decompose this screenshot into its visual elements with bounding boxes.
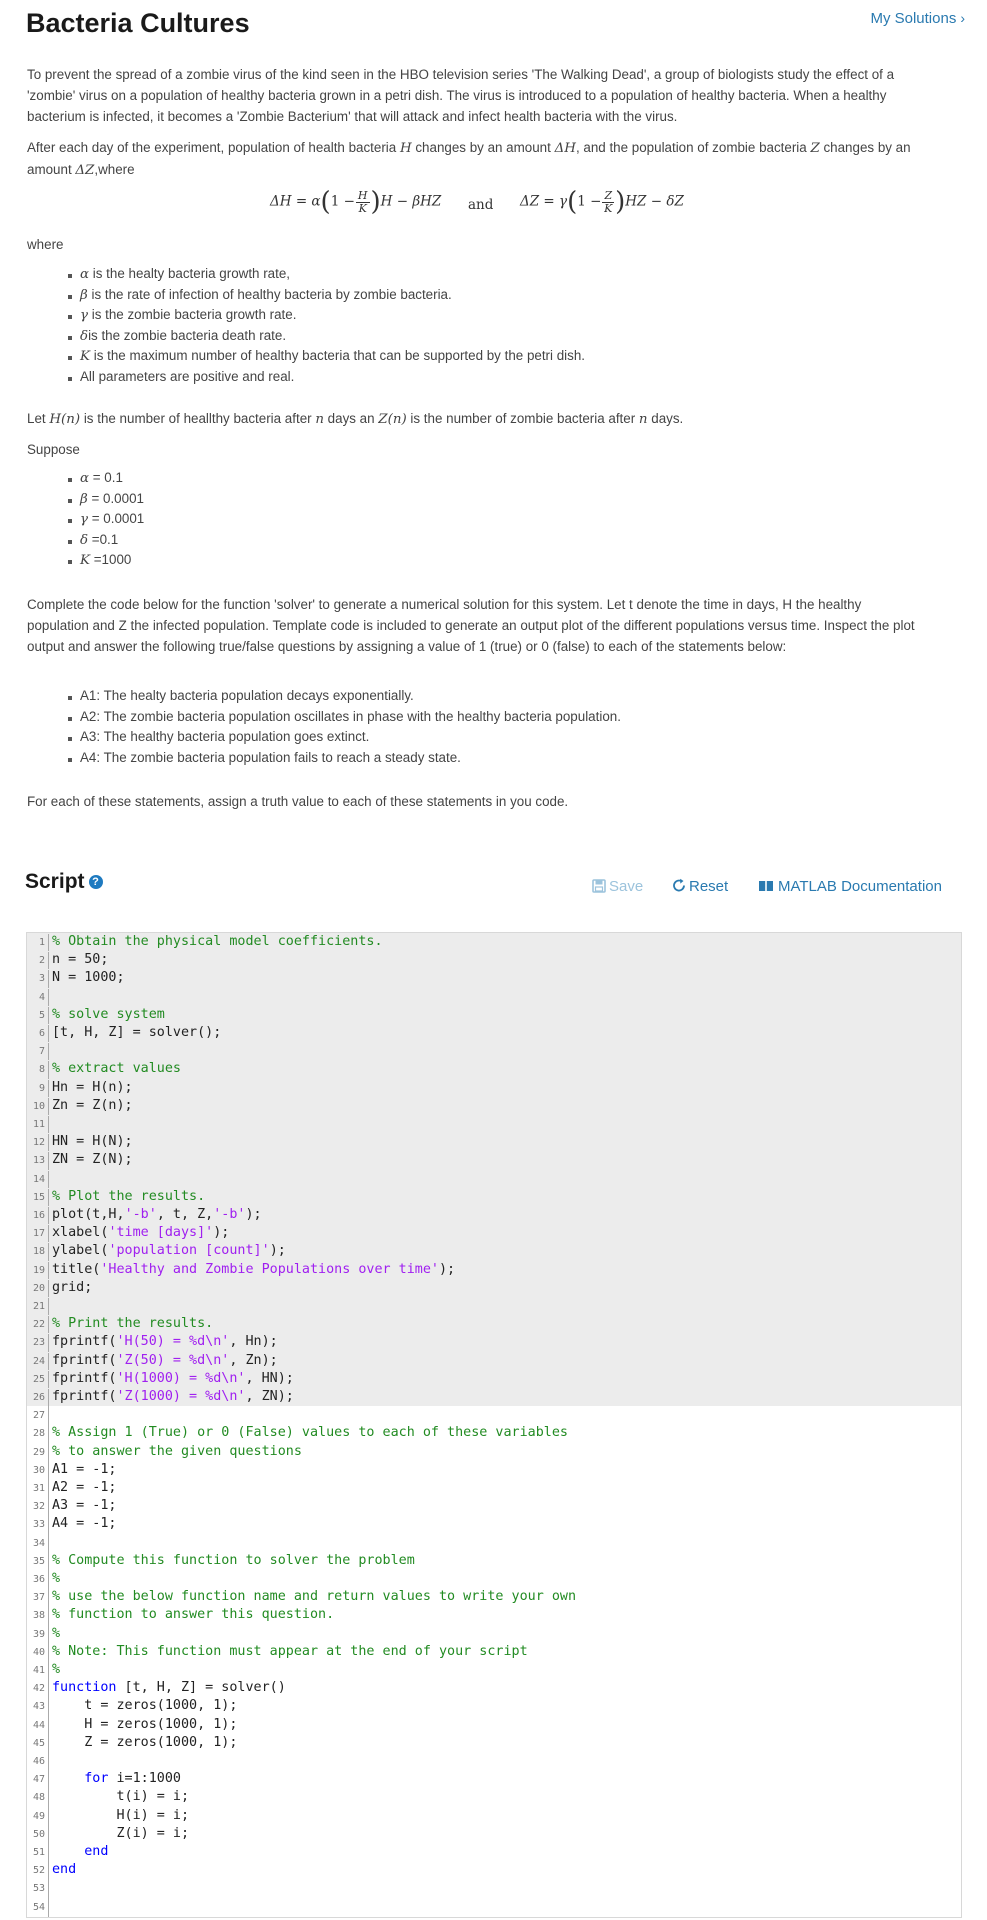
text-span: changes by an amount [411, 140, 555, 155]
list-item [68, 552, 144, 573]
list-item [68, 328, 585, 349]
code-line[interactable] [27, 1588, 961, 1606]
line-number: 36 [27, 1571, 49, 1589]
line-number: 17 [27, 1225, 49, 1243]
code-line [27, 951, 961, 969]
code-token: Z = zeros(1000, 1); [52, 1734, 238, 1750]
code-token: % Obtain the physical model coefficients. [52, 934, 383, 949]
math-var: δ [80, 532, 89, 548]
code-token: ZN = Z(N); [52, 1152, 133, 1168]
code-line[interactable] [27, 1570, 961, 1588]
code-token: function [52, 1680, 117, 1696]
code-line [27, 1115, 961, 1133]
numerator: Z [604, 188, 613, 202]
let-definition [27, 408, 917, 430]
code-token: for [84, 1771, 109, 1787]
code-line [27, 1352, 961, 1370]
code-token: fprintf( [52, 1334, 117, 1350]
code-token: 'H(1000) = %d\n' [116, 1370, 246, 1386]
line-number: 1 [27, 934, 49, 952]
code-token: H(i) = i; [52, 1807, 190, 1823]
line-number: 4 [27, 989, 49, 1007]
math-var: β [80, 287, 88, 303]
paren-open: ( [567, 187, 578, 217]
code-token: ); [269, 1243, 286, 1259]
code-line[interactable] [27, 1879, 961, 1897]
line-number: 23 [27, 1334, 49, 1352]
list-item [68, 470, 144, 491]
list-text: is the zombie bacteria growth rate. [88, 307, 297, 323]
code-token: xlabel( [52, 1225, 109, 1241]
list-item [68, 287, 585, 308]
code-token: , Hn); [229, 1334, 278, 1350]
line-number: 29 [27, 1444, 49, 1462]
line-number: 52 [27, 1862, 49, 1880]
math-var: γ [80, 512, 89, 528]
where-label: where [27, 237, 64, 252]
code-line [27, 988, 961, 1006]
code-line [27, 1188, 961, 1206]
code-token: 'H(50) = %d\n' [116, 1334, 230, 1350]
list-item [68, 266, 585, 287]
code-token: title( [52, 1261, 101, 1277]
book-icon [758, 879, 774, 893]
code-token: , ZN); [245, 1389, 294, 1404]
my-solutions-link[interactable] [870, 10, 965, 27]
list-text: =1000 [90, 552, 132, 568]
math-var: α [80, 267, 90, 282]
line-number: 38 [27, 1607, 49, 1625]
code-token [52, 1771, 84, 1786]
question-item: A1: The healty bacteria population decays exponentially. [68, 688, 621, 709]
code-token: '-b' [124, 1207, 157, 1222]
code-line[interactable] [27, 1734, 961, 1752]
code-token: ); [245, 1207, 262, 1222]
code-token: ); [213, 1225, 230, 1241]
page-title: Bacteria Cultures [26, 8, 250, 38]
code-token: n = 50; [52, 952, 109, 968]
code-token: 'Healthy and Zombie Populations over time' [100, 1261, 439, 1277]
closing-paragraph: For each of these statements, assign a truth value to each of these statements in you code. [27, 794, 569, 809]
code-line[interactable] [27, 1770, 961, 1788]
code-line [27, 1297, 961, 1315]
equation-delta-z [520, 187, 684, 217]
code-line[interactable] [27, 1406, 961, 1424]
list-item [68, 511, 144, 532]
code-token: % Compute this function to solver the problem [52, 1552, 415, 1568]
code-token: % use the below function name and return values to write your own [52, 1589, 577, 1605]
code-token: end [84, 1844, 109, 1859]
list-text: =0.1 [88, 531, 119, 547]
code-line [27, 1224, 961, 1242]
text-span: changes by an amount [27, 140, 911, 177]
math-var: K [80, 349, 91, 365]
list-text: is the maximum number of healthy bacteria that can be supported by the petri dish. [90, 348, 585, 364]
code-token: fprintf( [52, 1352, 117, 1368]
paren-close: ) [370, 187, 381, 217]
help-icon[interactable]: ? [89, 875, 103, 889]
code-line [27, 1388, 961, 1406]
line-number: 22 [27, 1316, 49, 1334]
math-var: Z(n) [378, 412, 407, 427]
line-number: 47 [27, 1771, 49, 1789]
code-line[interactable] [27, 1788, 961, 1806]
chevron-right-icon: › [960, 10, 965, 26]
line-number: 24 [27, 1353, 49, 1371]
line-number: 2 [27, 952, 49, 970]
code-token: fprintf( [52, 1389, 117, 1404]
task-text: Complete the code below for the function 'solver' to generate a numerical solution for this system. Let t denote the time in days, H the healthy population and Z the infected population. Template code is included to generate an output plot of the different populations versus time. Inspect the plot output and answer the following true/false questions by assigning a value of 1 (true) or 0 (false) to each of the statements below: [27, 597, 915, 654]
save-label: Save [609, 878, 644, 895]
code-token: % Print the results. [52, 1316, 214, 1332]
code-token: % [52, 1571, 61, 1586]
code-token: t = zeros(1000, 1); [52, 1698, 238, 1714]
line-number: 40 [27, 1644, 49, 1662]
list-item [68, 348, 585, 369]
code-token: end [52, 1862, 77, 1878]
line-number: 7 [27, 1043, 49, 1061]
equation-and: and [468, 197, 494, 213]
line-number: 46 [27, 1753, 49, 1771]
reset-icon [672, 878, 687, 893]
code-token: % to answer the given questions [52, 1443, 302, 1459]
line-number: 31 [27, 1480, 49, 1498]
list-text: = 0.0001 [88, 511, 145, 527]
code-line[interactable] [27, 1461, 961, 1479]
line-number: 37 [27, 1589, 49, 1607]
suppose-label: Suppose [27, 442, 80, 457]
code-token: fprintf( [52, 1370, 117, 1386]
code-line[interactable] [27, 1898, 961, 1916]
list-item [68, 491, 144, 512]
line-number: 54 [27, 1899, 49, 1917]
code-token: [t, H, Z] = solver() [116, 1680, 286, 1696]
math-var: n [638, 412, 648, 427]
line-number: 10 [27, 1098, 49, 1116]
code-token: N = 1000; [52, 970, 125, 986]
code-token: A2 = -1; [52, 1480, 117, 1495]
text-span: is the number of heallthy bacteria after [80, 411, 316, 426]
line-number: 43 [27, 1698, 49, 1716]
code-line [27, 1170, 961, 1188]
math-var: ΔH [554, 141, 576, 156]
denominator: K [358, 201, 367, 215]
text-span: days an [323, 411, 379, 426]
docs-label: MATLAB Documentation [778, 878, 942, 895]
parameter-definitions [68, 266, 585, 390]
line-number: 18 [27, 1243, 49, 1261]
list-text: is the healty bacteria growth rate, [89, 266, 291, 281]
line-number: 16 [27, 1207, 49, 1225]
text-span: After each day of the experiment, population of health bacteria [27, 140, 400, 155]
list-text: is the zombie bacteria death rate. [88, 327, 287, 343]
line-number: 51 [27, 1844, 49, 1862]
code-line[interactable] [27, 1825, 961, 1843]
code-line[interactable] [27, 1716, 961, 1734]
matlab-documentation-link[interactable] [758, 878, 942, 895]
code-line [27, 1079, 961, 1097]
math-var: α [80, 471, 90, 486]
code-line[interactable] [27, 1497, 961, 1515]
code-line[interactable] [27, 1625, 961, 1643]
code-token: % Note: This function must appear at the end of your script [52, 1643, 528, 1659]
code-line [27, 1133, 961, 1151]
text-span: is the number of zombie bacteria after [406, 411, 639, 426]
numerator: H [357, 188, 368, 202]
code-token: H = zeros(1000, 1); [52, 1716, 238, 1732]
code-token: % Assign 1 (True) or 0 (False) values to each of these variables [52, 1425, 568, 1441]
code-token: '-b' [213, 1207, 246, 1222]
line-number: 19 [27, 1262, 49, 1280]
code-editor[interactable] [26, 932, 962, 1918]
code-line [27, 1097, 961, 1115]
math-var: β [80, 491, 88, 507]
line-number: 21 [27, 1298, 49, 1316]
line-number: 9 [27, 1080, 49, 1098]
line-number: 3 [27, 970, 49, 988]
code-token: ); [438, 1261, 456, 1277]
model-equations [0, 187, 947, 227]
code-token: Hn = H(n); [52, 1079, 133, 1095]
line-number: 35 [27, 1553, 49, 1571]
question-item: A3: The healthy bacteria population goes extinct. [68, 729, 621, 750]
code-token: plot(t,H, [52, 1207, 125, 1222]
code-token: t(i) = i; [52, 1789, 190, 1805]
list-item [68, 307, 585, 328]
line-number: 5 [27, 1007, 49, 1025]
paren-open: ( [320, 187, 331, 217]
line-number: 30 [27, 1462, 49, 1480]
eq-lhs: ΔZ = γ [520, 193, 568, 210]
code-token: Z(i) = i; [52, 1825, 190, 1841]
question-list [68, 688, 621, 770]
code-line[interactable] [27, 1515, 961, 1533]
code-token: A1 = -1; [52, 1461, 117, 1477]
line-number: 14 [27, 1171, 49, 1189]
code-token: % [52, 1662, 61, 1677]
denominator: K [604, 201, 613, 215]
fraction [602, 190, 614, 215]
text-span: days. [647, 411, 684, 426]
code-line [27, 1206, 961, 1224]
math-var: ΔZ [75, 163, 95, 178]
code-line[interactable] [27, 1424, 961, 1442]
eq-rest: HZ − δZ [625, 193, 684, 210]
code-token: Zn = Z(n); [52, 1097, 133, 1113]
code-line [27, 1060, 961, 1078]
list-item [68, 369, 585, 390]
line-number: 28 [27, 1425, 49, 1443]
math-var: K [80, 553, 91, 569]
line-number: 44 [27, 1717, 49, 1735]
line-number: 34 [27, 1535, 49, 1553]
reset-button[interactable] [672, 878, 728, 895]
line-number: 32 [27, 1498, 49, 1516]
math-var: H [399, 141, 412, 156]
line-number: 8 [27, 1061, 49, 1079]
code-token: A4 = -1; [52, 1516, 117, 1532]
eq-lhs: ΔH = α [270, 193, 321, 210]
line-number: 45 [27, 1735, 49, 1753]
code-line[interactable] [27, 1534, 961, 1552]
line-number: 26 [27, 1389, 49, 1407]
code-line[interactable] [27, 1606, 961, 1624]
script-header [25, 870, 103, 894]
code-line[interactable] [27, 1861, 961, 1879]
line-number: 11 [27, 1116, 49, 1134]
list-item [68, 532, 144, 553]
question-item: A2: The zombie bacteria population oscillates in phase with the healthy bacteria population. [68, 709, 621, 730]
code-line [27, 1151, 961, 1169]
reset-label: Reset [689, 878, 729, 895]
line-number: 39 [27, 1626, 49, 1644]
code-token: i=1:1000 [108, 1771, 181, 1787]
code-line[interactable] [27, 1552, 961, 1570]
question-item: A4: The zombie bacteria population fails to reach a steady state. [68, 750, 621, 771]
text-span: Let [27, 411, 50, 426]
equation-delta-h [270, 187, 441, 217]
math-var: H(n) [49, 412, 81, 427]
code-line [27, 1315, 961, 1333]
code-token: , t, Z, [156, 1207, 214, 1222]
code-line[interactable] [27, 1443, 961, 1461]
line-number: 6 [27, 1025, 49, 1043]
code-line [27, 1006, 961, 1024]
line-number: 48 [27, 1789, 49, 1807]
code-token: , Zn); [229, 1352, 278, 1368]
code-line [27, 1261, 961, 1279]
code-line [27, 1370, 961, 1388]
fraction [356, 190, 370, 215]
line-number: 33 [27, 1516, 49, 1534]
eq-term: 1 − [577, 193, 602, 210]
code-line[interactable] [27, 1661, 961, 1679]
code-line[interactable] [27, 1697, 961, 1715]
code-token: % extract values [52, 1061, 181, 1077]
code-token: ylabel( [52, 1243, 109, 1259]
line-number: 13 [27, 1152, 49, 1170]
code-line [27, 969, 961, 987]
line-number: 12 [27, 1134, 49, 1152]
script-title: Script [25, 870, 85, 893]
code-line[interactable] [27, 1479, 961, 1497]
code-line[interactable] [27, 1679, 961, 1697]
line-number: 15 [27, 1189, 49, 1207]
parameter-values [68, 470, 144, 573]
line-number: 41 [27, 1662, 49, 1680]
code-token: [t, H, Z] = solver(); [52, 1025, 222, 1040]
code-token [52, 1844, 84, 1859]
code-line[interactable] [27, 1843, 961, 1861]
text-span: , and the population of zombie bacteria [575, 140, 811, 155]
line-number: 49 [27, 1808, 49, 1826]
code-line [27, 1333, 961, 1351]
code-line [27, 1024, 961, 1042]
list-text: = 0.0001 [87, 490, 144, 506]
code-token: 'time [days]' [108, 1225, 214, 1241]
code-token: % [52, 1625, 61, 1641]
list-text: All parameters are positive and real. [80, 368, 295, 384]
code-token: % function to answer this question. [52, 1607, 335, 1623]
code-line[interactable] [27, 1807, 961, 1825]
line-number: 53 [27, 1880, 49, 1898]
code-line [27, 1242, 961, 1260]
task-paragraph [27, 594, 917, 657]
text-span: ,where [94, 162, 135, 177]
math-var: γ [80, 308, 89, 324]
code-token: , HN); [245, 1370, 294, 1386]
my-solutions-label: My Solutions [870, 10, 957, 27]
line-number: 20 [27, 1280, 49, 1298]
line-number: 27 [27, 1407, 49, 1425]
save-icon [592, 879, 606, 893]
list-text: = 0.1 [89, 470, 123, 485]
line-number: 50 [27, 1826, 49, 1844]
code-token: % Plot the results. [52, 1188, 206, 1204]
eq-rest: H − βHZ [380, 193, 442, 210]
code-line[interactable] [27, 1752, 961, 1770]
intro-text: To prevent the spread of a zombie virus of the kind seen in the HBO television series 'The Walking Dead', a group of biologists study the effect of a 'zombie' virus on a population of healthy bacteria grown in a petri dish. The virus is introduced to a population of healthy bacteria. When a healthy bacterium is infected, it becomes a 'Zombie Bacterium' that will attack and infect health bacteria with the virus. [27, 67, 895, 124]
list-text: is the rate of infection of healthy bacteria by zombie bacteria. [87, 286, 452, 302]
line-number: 25 [27, 1371, 49, 1389]
math-var: Z [810, 141, 820, 156]
eq-term: 1 − [330, 193, 355, 210]
save-button[interactable] [592, 878, 643, 895]
paren-close: ) [615, 187, 626, 217]
code-token: 'Z(1000) = %d\n' [116, 1389, 246, 1404]
line-number: 42 [27, 1680, 49, 1698]
code-line[interactable] [27, 1643, 961, 1661]
code-token: 'Z(50) = %d\n' [116, 1352, 230, 1368]
code-line [27, 1279, 961, 1297]
math-var: δ [80, 328, 89, 344]
code-line [27, 1042, 961, 1060]
code-token: grid; [52, 1279, 93, 1295]
intro-paragraph [27, 64, 917, 127]
code-line [27, 933, 961, 951]
code-token: 'population [count]' [108, 1243, 270, 1259]
math-var: n [315, 412, 324, 427]
change-definition [27, 137, 917, 181]
code-token: HN = H(N); [52, 1134, 133, 1150]
code-token: % solve system [52, 1006, 165, 1022]
code-token: A3 = -1; [52, 1498, 117, 1514]
